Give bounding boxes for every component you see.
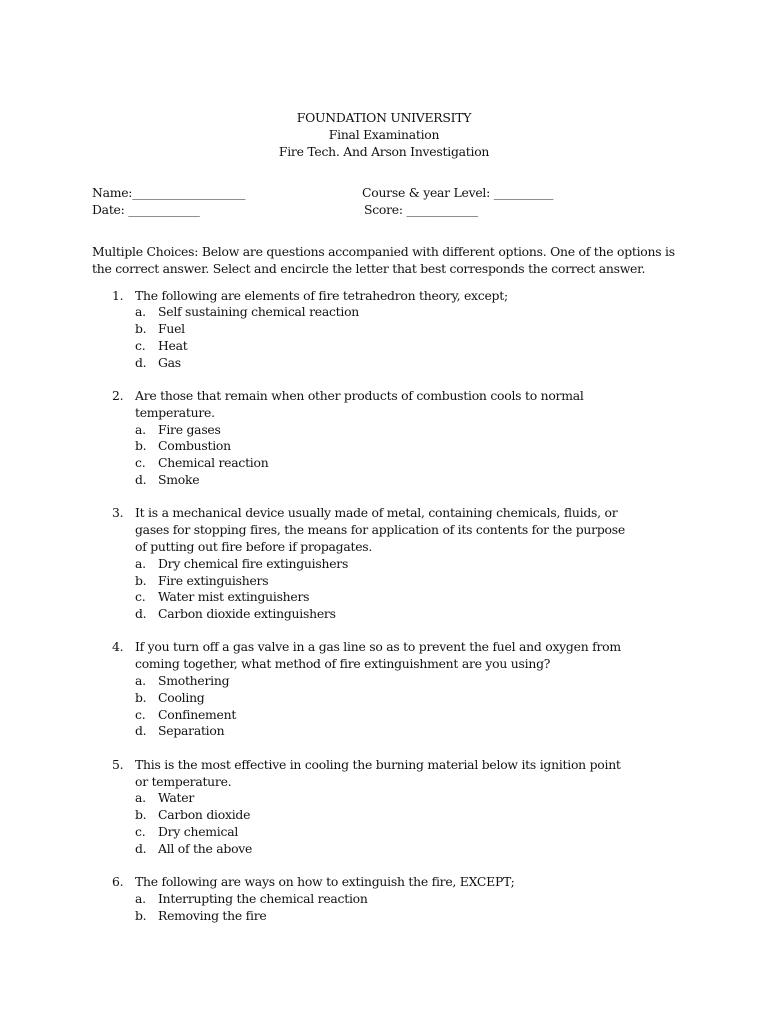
option-item[interactable] — [135, 355, 698, 372]
question-item — [92, 639, 698, 740]
question-text: If you turn off a gas valve in a gas line so as to prevent the fuel and oxygen from coming together, what method of fire extinguishment are you using? — [135, 639, 621, 672]
option-text: Removing the fire — [158, 907, 267, 923]
date-field: Date: ____________ — [92, 202, 200, 218]
exam-title: Final Examination — [328, 126, 440, 142]
option-letter: d. — [135, 354, 147, 370]
option-letter: c. — [135, 706, 146, 722]
question-text: This is the most effective in cooling the burning material below its ignition point or temperature. — [135, 756, 621, 789]
option-text: Water — [158, 790, 195, 806]
option-list — [135, 304, 698, 371]
question-number: 6. — [112, 873, 124, 889]
option-item[interactable] — [135, 438, 698, 455]
option-item[interactable] — [135, 556, 698, 573]
option-letter: d. — [135, 472, 147, 488]
option-item[interactable] — [135, 807, 698, 824]
option-text: Heat — [158, 337, 188, 353]
option-list — [135, 422, 698, 489]
option-text: Chemical reaction — [158, 455, 269, 471]
score-field: Score: ____________ — [364, 202, 478, 218]
option-text: Self sustaining chemical reaction — [158, 304, 360, 320]
question-item — [92, 757, 698, 858]
option-item[interactable] — [135, 472, 698, 489]
question-item — [92, 288, 698, 372]
instructions: Multiple Choices: Below are questions accompanied with different options. One of the options is the correct answer. Select and encircle the letter that best corresponds the correct answer. — [92, 243, 675, 276]
option-text: Carbon dioxide — [158, 807, 251, 823]
option-letter: b. — [135, 438, 147, 454]
question-number: 2. — [112, 388, 124, 404]
option-item[interactable] — [135, 723, 698, 740]
option-item[interactable] — [135, 606, 698, 623]
option-text: Water mist extinguishers — [158, 589, 310, 605]
option-letter: b. — [135, 807, 147, 823]
option-text: Interrupting the chemical reaction — [158, 890, 368, 906]
option-list — [135, 891, 698, 925]
option-text: Cooling — [158, 689, 205, 705]
option-text: Fire gases — [158, 421, 221, 437]
option-list — [135, 673, 698, 740]
option-letter: a. — [135, 555, 146, 571]
question-text: The following are elements of fire tetrahedron theory, except; — [135, 287, 508, 303]
option-item[interactable] — [135, 338, 698, 355]
option-item[interactable] — [135, 673, 698, 690]
option-text: Fire extinguishers — [158, 572, 269, 588]
option-list — [135, 790, 698, 857]
option-item[interactable] — [135, 908, 698, 925]
question-text: Are those that remain when other products of combustion cools to normal temperature. — [135, 388, 584, 420]
question-number: 5. — [112, 756, 124, 772]
option-item[interactable] — [135, 690, 698, 707]
option-letter: a. — [135, 421, 146, 437]
option-item[interactable] — [135, 824, 698, 841]
option-letter: d. — [135, 606, 147, 622]
option-text: Dry chemical fire extinguishers — [158, 555, 349, 571]
question-item — [92, 505, 698, 623]
option-letter: a. — [135, 304, 146, 320]
option-letter: b. — [135, 572, 147, 588]
option-letter: b. — [135, 689, 147, 705]
field-row-2 — [92, 202, 692, 219]
question-number: 4. — [112, 639, 124, 655]
option-item[interactable] — [135, 573, 698, 590]
option-letter: c. — [135, 589, 146, 605]
question-text: It is a mechanical device usually made of metal, containing chemicals, fluids, or gases for stopping fires, the means for application of its contents for the purpose of putting out fire before if propagates. — [135, 505, 625, 554]
question-list — [92, 288, 698, 925]
option-letter: b. — [135, 907, 147, 923]
question-number: 1. — [112, 287, 124, 303]
course-title: Fire Tech. And Arson Investigation — [278, 143, 490, 159]
option-letter: a. — [135, 673, 146, 689]
option-letter: d. — [135, 840, 147, 856]
option-item[interactable] — [135, 891, 698, 908]
university-name: FOUNDATION UNIVERSITY — [296, 110, 472, 125]
option-text: Carbon dioxide extinguishers — [158, 606, 336, 622]
option-text: Smoke — [158, 472, 200, 488]
option-item[interactable] — [135, 589, 698, 606]
question-number: 3. — [112, 505, 124, 521]
option-item[interactable] — [135, 841, 698, 858]
option-text: Separation — [158, 723, 225, 739]
option-letter: c. — [135, 337, 146, 353]
question-text: The following are ways on how to extinguish the fire, EXCEPT; — [135, 873, 515, 889]
question-item — [92, 874, 698, 924]
question-item — [92, 388, 698, 489]
option-text: Fuel — [158, 321, 185, 337]
field-row-1 — [92, 185, 692, 202]
option-letter: d. — [135, 723, 147, 739]
exam-header — [92, 110, 676, 160]
option-letter: c. — [135, 455, 146, 471]
option-letter: c. — [135, 823, 146, 839]
course-year-field: Course & year Level: __________ — [362, 185, 554, 201]
option-letter: a. — [135, 890, 146, 906]
option-text: Smothering — [158, 673, 230, 689]
student-info-fields — [92, 185, 692, 219]
option-list — [135, 556, 698, 623]
option-text: All of the above — [158, 840, 253, 856]
option-item[interactable] — [135, 790, 698, 807]
option-item[interactable] — [135, 422, 698, 439]
option-letter: b. — [135, 321, 147, 337]
option-text: Gas — [158, 354, 181, 370]
option-item[interactable] — [135, 455, 698, 472]
name-field: Name:___________________ — [92, 185, 246, 201]
option-item[interactable] — [135, 707, 698, 724]
option-item[interactable] — [135, 304, 698, 321]
option-text: Confinement — [158, 706, 237, 722]
option-text: Dry chemical — [158, 823, 239, 839]
option-letter: a. — [135, 790, 146, 806]
option-text: Combustion — [158, 438, 231, 454]
option-item[interactable] — [135, 321, 698, 338]
